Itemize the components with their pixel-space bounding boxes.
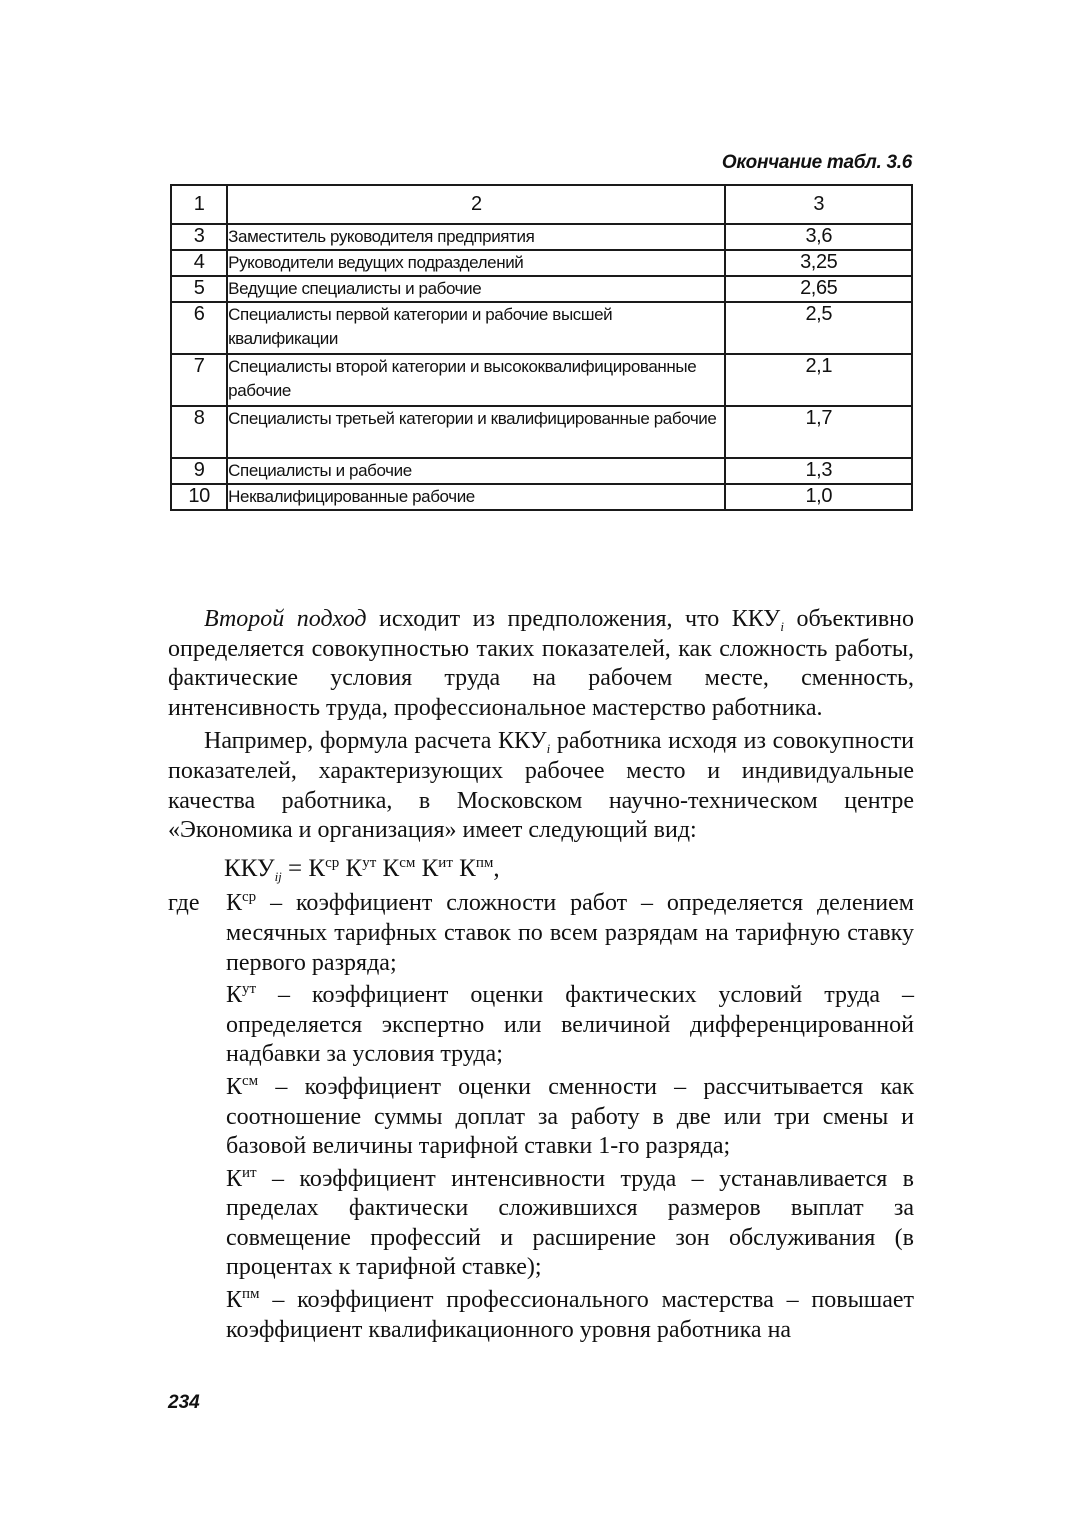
def-sup: см [242,1072,259,1089]
page-number: 234 [168,1392,200,1413]
paragraph-second-approach [168,605,914,723]
row-number: 10 [171,484,227,510]
row-coefficient: 2,1 [725,354,912,406]
formula-sup: см [399,854,416,871]
table-row [171,354,912,406]
row-category: Специалисты и рабочие [227,458,725,484]
row-number: 6 [171,302,227,354]
def-text: – коэффициент сложности работ – определяется делением месячных тарифных ставок по всем разрядам на тарифную ставку первого разряда; [226,890,914,976]
formula-lhs: ККУ [224,854,275,882]
row-category: Специалисты второй категории и высококвалифицированные рабочие [227,354,725,406]
paragraph-text: исходит из предположения, что ККУ [366,606,781,632]
row-number: 3 [171,224,227,250]
emphasis-term: Второй подход [204,606,367,632]
paragraph-text: Например, формула расчета ККУ [204,728,547,755]
row-number: 7 [171,354,227,406]
paragraph-example [168,727,914,845]
def-sup: пм [242,1286,260,1303]
table-header-cell: 1 [171,185,227,224]
row-coefficient: 3,25 [725,250,912,276]
formula-subscript: ij [274,868,282,884]
def-text: – коэффициент оценки сменности – рассчитывается как соотношение суммы доплат за работу в две или три смены и базовой величины тарифной ставки 1-го разряда; [226,1073,914,1160]
paragraph-text: объективно определяется совокупностью таких показателей, как сложность работы, фактические условия труда на рабочем месте, сменность, интенсивность труда, профессиональное мастерство работника. [168,606,914,721]
row-category: Неквалифицированные рабочие [227,484,725,510]
row-coefficient: 2,5 [725,302,912,354]
table-row [171,484,912,510]
formula-k: К [382,854,400,882]
where-label: где [168,890,200,917]
def-text: – коэффициент интенсивности труда – устанавливается в пределах фактически сложившихся размеров выплат за совмещение профессий и расширение зон обслуживания (в процентах к тарифной ставке); [226,1165,914,1281]
table-row [171,458,912,484]
definitions [168,889,914,1345]
table-row [171,276,912,302]
table-header-cell: 3 [725,185,912,224]
formula [168,854,914,884]
row-category: Специалисты третьей категории и квалифицированные рабочие [227,406,725,458]
row-number: 4 [171,250,227,276]
def-text: – коэффициент профессионального мастерства – повышает коэффициент квалификационного уровня работника на [226,1287,914,1343]
formula-sup: пм [475,854,494,871]
def-symbol: К [226,982,243,1009]
definitions-list [226,889,914,1345]
def-sup: ит [242,1164,257,1181]
table-caption: Окончание табл. 3.6 [721,152,912,173]
body-text [168,605,914,1345]
row-coefficient: 1,7 [725,406,912,458]
row-coefficient: 1,3 [725,458,912,484]
table-row [171,250,912,276]
row-number: 8 [171,406,227,458]
row-category: Заместитель руководителя предприятия [227,224,725,250]
formula-sup: ср [325,854,340,871]
coefficient-table [170,184,913,511]
def-text: – коэффициент оценки фактических условий труда – определяется экспертно или величиной дифференцированной надбавки за условия труда; [226,982,914,1068]
row-coefficient: 1,0 [725,484,912,510]
def-symbol: К [226,1287,243,1314]
row-number: 5 [171,276,227,302]
row-category: Ведущие специалисты и рабочие [227,276,725,302]
paragraph-text: работника исходя из совокупности показателей, характеризующих рабочее место и индивидуальные качества работника, в Московском научно-техническом центре «Экономика и организация» имеет следующий вид: [168,728,914,844]
definition-item [226,1073,914,1162]
table-header-row [171,185,912,224]
row-coefficient: 2,65 [725,276,912,302]
formula-k: К [308,854,326,882]
formula-k: К [345,854,363,882]
formula-sup: ут [362,854,377,871]
row-category: Специалисты первой категории и рабочие высшей квалификации [227,302,725,354]
formula-k: К [421,854,439,882]
row-coefficient: 3,6 [725,224,912,250]
table-header-cell: 2 [227,185,725,224]
table-row [171,302,912,354]
formula-k: К [459,854,476,882]
table-row [171,406,912,458]
def-symbol: К [226,1165,243,1192]
definition-item [226,1165,914,1283]
formula-comma: , [493,854,500,882]
row-number: 9 [171,458,227,484]
formula-equals: = [281,854,309,882]
formula-sup: ит [438,854,453,871]
definition-item [226,981,914,1070]
def-sup: ср [242,889,257,906]
def-symbol: К [226,1073,243,1100]
subscript: i [546,741,551,757]
definition-item [226,1286,914,1345]
def-sup: ут [242,981,257,998]
definition-item [226,889,914,978]
row-category: Руководители ведущих подразделений [227,250,725,276]
table-row [171,224,912,250]
def-symbol: К [226,890,243,917]
subscript: i [780,619,784,634]
